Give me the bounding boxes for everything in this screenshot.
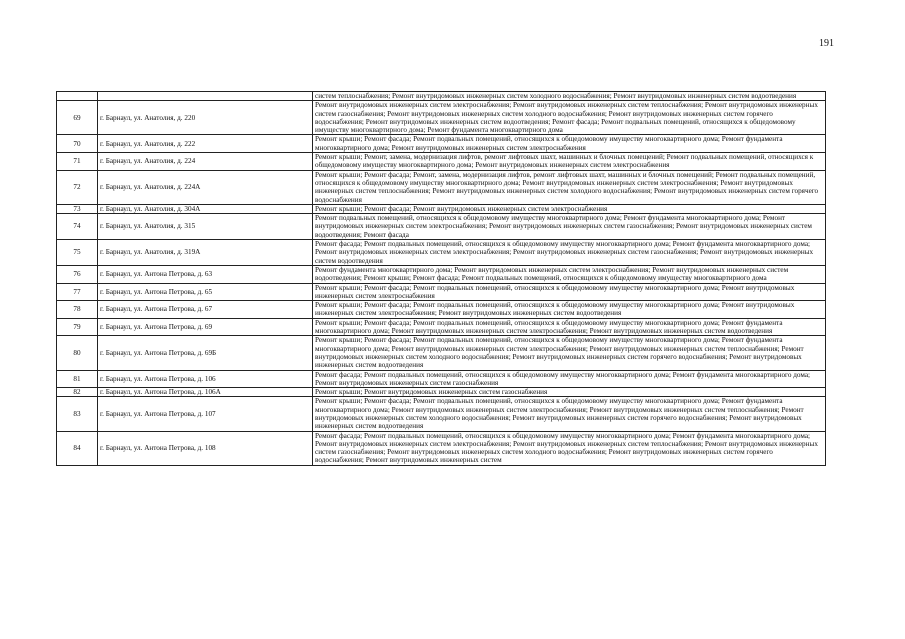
- table-row: [57, 135, 826, 153]
- row-works: Ремонт крыши; Ремонт фасада; Ремонт внутридомовых инженерных систем электроснабжения: [313, 204, 826, 213]
- row-works: Ремонт фасада; Ремонт подвальных помещений, относящихся к общедомовому имуществу многоквартирного дома; Ремонт фундамента многоквартирного дома; Ремонт внутридомовых инженерных систем электроснабжения; Ремонт внутридомовых инженерных систем газоснабжения; Ремонт внутридомовых инженерных систем водоотведения: [313, 240, 826, 266]
- table-row: [57, 214, 826, 240]
- table-row: [57, 336, 826, 370]
- row-number: 79: [57, 318, 98, 336]
- table-row: [57, 101, 826, 135]
- table-row: [57, 431, 826, 465]
- table-row: [57, 265, 826, 283]
- row-address: г. Барнаул, ул. Анатолия, д. 315: [98, 214, 313, 240]
- row-works: Ремонт подвальных помещений, относящихся к общедомовому имуществу многоквартирного дома; Ремонт фундамента многоквартирного дома; Ремонт внутридомовых инженерных систем электроснабжения; Ремонт внутридомовых инженерных систем газоснабжения; Ремонт внутридомовых инженерных систем водоотведения; Ремонт фасада: [313, 214, 826, 240]
- row-number: 70: [57, 135, 98, 153]
- table-row: [57, 388, 826, 397]
- table-body: [57, 92, 826, 466]
- row-works: Ремонт внутридомовых инженерных систем электроснабжения; Ремонт внутридомовых инженерных систем теплоснабжения; Ремонт внутридомовых инженерных систем газоснабжения; Ремонт внутридомовых инженерных систем холодного водоснабжения; Ремонт внутридомовых инженерных систем горячего водоснабжения; Ремонт внутридомовых инженерных систем водоотведения; Ремонт фасада; Ремонт подвальных помещений, относящихся к общедомовому имуществу многоквартирного дома; Ремонт фундамента многоквартирного дома: [313, 101, 826, 135]
- repair-works-table: [56, 91, 826, 466]
- row-number: 83: [57, 397, 98, 431]
- row-works: Ремонт фасада; Ремонт подвальных помещений, относящихся к общедомовому имуществу многоквартирного дома; Ремонт фундамента многоквартирного дома; Ремонт внутридомовых инженерных систем электроснабжения; Ремонт внутридомовых инженерных систем теплоснабжения; Ремонт внутридомовых инженерных систем газоснабжения; Ремонт внутридомовых инженерных систем холодного водоснабжения; Ремонт внутридомовых инженерных систем горячего водоснабжения; Ремонт внутридомовых инженерных систем: [313, 431, 826, 465]
- row-number: 78: [57, 301, 98, 319]
- row-works: Ремонт крыши; Ремонт фасада; Ремонт подвальных помещений, относящихся к общедомовому имуществу многоквартирного дома; Ремонт фундамента многоквартирного дома; Ремонт внутридомовых инженерных систем электроснабжения: [313, 135, 826, 153]
- row-address: г. Барнаул, ул. Анатолия, д. 222: [98, 135, 313, 153]
- row-number: 69: [57, 101, 98, 135]
- row-number: 72: [57, 170, 98, 204]
- table-row: [57, 204, 826, 213]
- row-address: г. Барнаул, ул. Антона Петрова, д. 107: [98, 397, 313, 431]
- row-address: г. Барнаул, ул. Антона Петрова, д. 63: [98, 265, 313, 283]
- row-works: Ремонт крыши; Ремонт фасада; Ремонт подвальных помещений, относящихся к общедомовому имуществу многоквартирного дома; Ремонт внутридомовых инженерных систем электроснабжения: [313, 283, 826, 301]
- row-works: Ремонт крыши; Ремонт фасада; Ремонт подвальных помещений, относящихся к общедомовому имуществу многоквартирного дома; Ремонт внутридомовых инженерных систем электроснабжения; Ремонт внутридомовых инженерных систем водоотведения: [313, 301, 826, 319]
- row-number: [57, 92, 98, 101]
- row-address: г. Барнаул, ул. Антона Петрова, д. 106: [98, 370, 313, 388]
- row-number: 71: [57, 153, 98, 171]
- row-address: г. Барнаул, ул. Антона Петрова, д. 67: [98, 301, 313, 319]
- row-number: 76: [57, 265, 98, 283]
- row-address: г. Барнаул, ул. Антона Петрова, д. 69Б: [98, 336, 313, 370]
- table-row: [57, 301, 826, 319]
- row-works: Ремонт фундамента многоквартирного дома; Ремонт внутридомовых инженерных систем электроснабжения; Ремонт внутридомовых инженерных систем водоотведения; Ремонт крыши; Ремонт фасада; Ремонт подвальных помещений, относящихся к общедомовому имуществу многоквартирного дома: [313, 265, 826, 283]
- row-works: Ремонт крыши; Ремонт фасада; Ремонт, замена, модернизация лифтов, ремонт лифтовых шахт, машинных и блочных помещений; Ремонт подвальных помещений, относящихся к общедомовому имуществу многоквартирного дома; Ремонт внутридомовых инженерных систем электроснабжения; Ремонт внутридомовых инженерных систем теплоснабжения; Ремонт внутридомовых инженерных систем холодного водоснабжения; Ремонт внутридомовых инженерных систем горячего водоснабжения: [313, 170, 826, 204]
- row-works: Ремонт крыши; Ремонт фасада; Ремонт подвальных помещений, относящихся к общедомовому имуществу многоквартирного дома; Ремонт фундамента многоквартирного дома; Ремонт внутридомовых инженерных систем электроснабжения; Ремонт внутридомовых инженерных систем водоотведения: [313, 318, 826, 336]
- row-number: 81: [57, 370, 98, 388]
- table-row: [57, 370, 826, 388]
- table-row: [57, 153, 826, 171]
- row-number: 73: [57, 204, 98, 213]
- table-row: [57, 283, 826, 301]
- table-row: [57, 170, 826, 204]
- row-works: Ремонт крыши; Ремонт, замена, модернизация лифтов, ремонт лифтовых шахт, машинных и блочных помещений; Ремонт подвальных помещений, относящихся к общедомовому имуществу многоквартирного дома; Ремонт внутридомовых инженерных систем электроснабжения: [313, 153, 826, 171]
- row-address: г. Барнаул, ул. Анатолия, д. 220: [98, 101, 313, 135]
- row-number: 84: [57, 431, 98, 465]
- row-address: г. Барнаул, ул. Анатолия, д. 224А: [98, 170, 313, 204]
- row-address: г. Барнаул, ул. Антона Петрова, д. 108: [98, 431, 313, 465]
- row-number: 75: [57, 240, 98, 266]
- row-address: г. Барнаул, ул. Анатолия, д. 319А: [98, 240, 313, 266]
- row-address: г. Барнаул, ул. Антона Петрова, д. 106А: [98, 388, 313, 397]
- row-works: систем теплоснабжения; Ремонт внутридомовых инженерных систем холодного водоснабжения; Ремонт внутридомовых инженерных систем водоотведения: [313, 92, 826, 101]
- row-address: г. Барнаул, ул. Антона Петрова, д. 65: [98, 283, 313, 301]
- row-address: [98, 92, 313, 101]
- page-number: 191: [819, 38, 834, 49]
- row-works: Ремонт крыши; Ремонт фасада; Ремонт подвальных помещений, относящихся к общедомовому имуществу многоквартирного дома; Ремонт фундамента многоквартирного дома; Ремонт внутридомовых инженерных систем электроснабжения; Ремонт внутридомовых инженерных систем теплоснабжения; Ремонт внутридомовых инженерных систем холодного водоснабжения; Ремонт внутридомовых инженерных систем горячего водоснабжения; Ремонт внутридомовых инженерных систем водоотведения: [313, 336, 826, 370]
- row-address: г. Барнаул, ул. Анатолия, д. 224: [98, 153, 313, 171]
- row-works: Ремонт крыши; Ремонт внутридомовых инженерных систем газоснабжения: [313, 388, 826, 397]
- table-row: [57, 92, 826, 101]
- table-row: [57, 240, 826, 266]
- row-address: г. Барнаул, ул. Антона Петрова, д. 69: [98, 318, 313, 336]
- row-number: 77: [57, 283, 98, 301]
- row-number: 80: [57, 336, 98, 370]
- row-address: г. Барнаул, ул. Анатолия, д. 304А: [98, 204, 313, 213]
- row-number: 82: [57, 388, 98, 397]
- row-number: 74: [57, 214, 98, 240]
- table-row: [57, 397, 826, 431]
- row-works: Ремонт фасада; Ремонт подвальных помещений, относящихся к общедомовому имуществу многоквартирного дома; Ремонт фундамента многоквартирного дома; Ремонт внутридомовых инженерных систем газоснабжения: [313, 370, 826, 388]
- row-works: Ремонт крыши; Ремонт фасада; Ремонт подвальных помещений, относящихся к общедомовому имуществу многоквартирного дома; Ремонт фундамента многоквартирного дома; Ремонт внутридомовых инженерных систем электроснабжения; Ремонт внутридомовых инженерных систем теплоснабжения; Ремонт внутридомовых инженерных систем холодного водоснабжения; Ремонт внутридомовых инженерных систем горячего водоснабжения; Ремонт внутридомовых инженерных систем водоотведения: [313, 397, 826, 431]
- table-row: [57, 318, 826, 336]
